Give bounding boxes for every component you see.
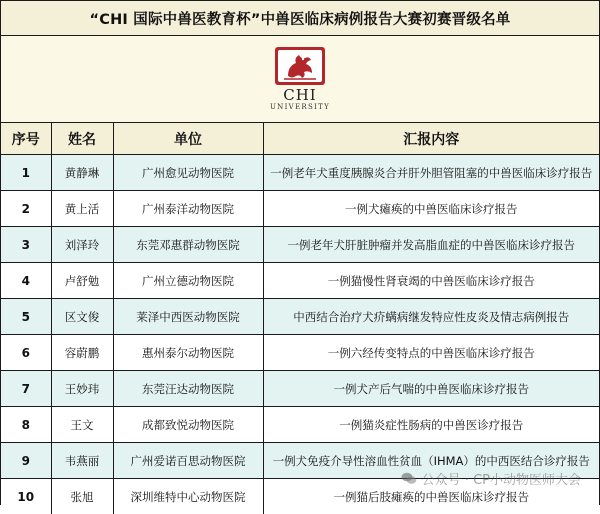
cell-number: 1 xyxy=(1,155,51,191)
cell-number: 2 xyxy=(1,191,51,227)
table-header-row xyxy=(1,123,599,155)
cell-name: 王妙玮 xyxy=(51,371,113,407)
cell-unit: 东莞汪达动物医院 xyxy=(113,371,263,407)
logo-chi-text: CHI xyxy=(283,87,316,103)
cell-report: 一例猫后肢瘫痪的中兽医临床诊疗报告 xyxy=(263,479,599,514)
cell-unit: 东莞邓惠群动物医院 xyxy=(113,227,263,263)
cell-report: 一例犬瘫痪的中兽医临床诊疗报告 xyxy=(263,191,599,227)
dragon-emblem-icon xyxy=(274,46,326,86)
cell-name: 韦燕丽 xyxy=(51,443,113,479)
table-row xyxy=(1,227,599,263)
cell-report: 一例犬产后气喘的中兽医临床诊疗报告 xyxy=(263,371,599,407)
cell-unit: 广州愈见动物医院 xyxy=(113,155,263,191)
cell-unit: 莱泽中西医动物医院 xyxy=(113,299,263,335)
cell-name: 黄上活 xyxy=(51,191,113,227)
table-row xyxy=(1,335,599,371)
watermark-text: 公众号 · CP小动物医师大会 xyxy=(422,469,581,488)
cell-report: 一例猫炎症性肠病的中兽医诊疗报告 xyxy=(263,407,599,443)
cell-number: 4 xyxy=(1,263,51,299)
cell-unit: 惠州泰尔动物医院 xyxy=(113,335,263,371)
finalists-table xyxy=(1,123,599,514)
cell-report: 一例犬免疫介导性溶血性贫血（IHMA）的中西医结合诊疗报告 xyxy=(263,443,599,479)
cell-number: 5 xyxy=(1,299,51,335)
cell-report: 一例猫慢性肾衰竭的中兽医临床诊疗报告 xyxy=(263,263,599,299)
cell-number: 3 xyxy=(1,227,51,263)
page-title-text: “CHI 国际中兽医教育杯”中兽医临床病例报告大赛初赛晋级名单 xyxy=(90,8,511,29)
cell-report: 一例老年犬重度胰腺炎合并肝外胆管阻塞的中兽医临床诊疗报告 xyxy=(263,155,599,191)
table-row xyxy=(1,191,599,227)
cell-name: 黄静琳 xyxy=(51,155,113,191)
cell-name: 区文俊 xyxy=(51,299,113,335)
cell-unit: 深圳维特中心动物医院 xyxy=(113,479,263,514)
header-name: 姓名 xyxy=(51,123,113,155)
cell-name: 卢舒勉 xyxy=(51,263,113,299)
table-row xyxy=(1,299,599,335)
page-title xyxy=(1,1,599,36)
table-row xyxy=(1,155,599,191)
cell-unit: 成都致悦动物医院 xyxy=(113,407,263,443)
cell-name: 张旭 xyxy=(51,479,113,514)
cell-name: 容蔚鹏 xyxy=(51,335,113,371)
table-row xyxy=(1,371,599,407)
cell-number: 8 xyxy=(1,407,51,443)
cell-report: 一例六经传变特点的中兽医临床诊疗报告 xyxy=(263,335,599,371)
cell-number: 7 xyxy=(1,371,51,407)
cell-unit: 广州泰洋动物医院 xyxy=(113,191,263,227)
logo-banner xyxy=(1,36,599,123)
cell-number: 9 xyxy=(1,443,51,479)
cell-unit: 广州爱诺百思动物医院 xyxy=(113,443,263,479)
chi-university-logo xyxy=(270,46,330,112)
table-row xyxy=(1,407,599,443)
cell-unit: 广州立德动物医院 xyxy=(113,263,263,299)
table-row xyxy=(1,479,599,514)
cell-name: 刘泽玲 xyxy=(51,227,113,263)
cell-name: 王文 xyxy=(51,407,113,443)
header-unit: 单位 xyxy=(113,123,263,155)
table-row xyxy=(1,443,599,479)
cell-number: 10 xyxy=(1,479,51,514)
cell-report: 中西结合治疗犬疥螨病继发特应性皮炎及情志病例报告 xyxy=(263,299,599,335)
header-number: 序号 xyxy=(1,123,51,155)
header-report: 汇报内容 xyxy=(263,123,599,155)
logo-university-text: UNIVERSITY xyxy=(270,103,330,112)
table-row xyxy=(1,263,599,299)
cell-report: 一例老年犬肝脏肿瘤并发高脂血症的中兽医临床诊疗报告 xyxy=(263,227,599,263)
cell-number: 6 xyxy=(1,335,51,371)
